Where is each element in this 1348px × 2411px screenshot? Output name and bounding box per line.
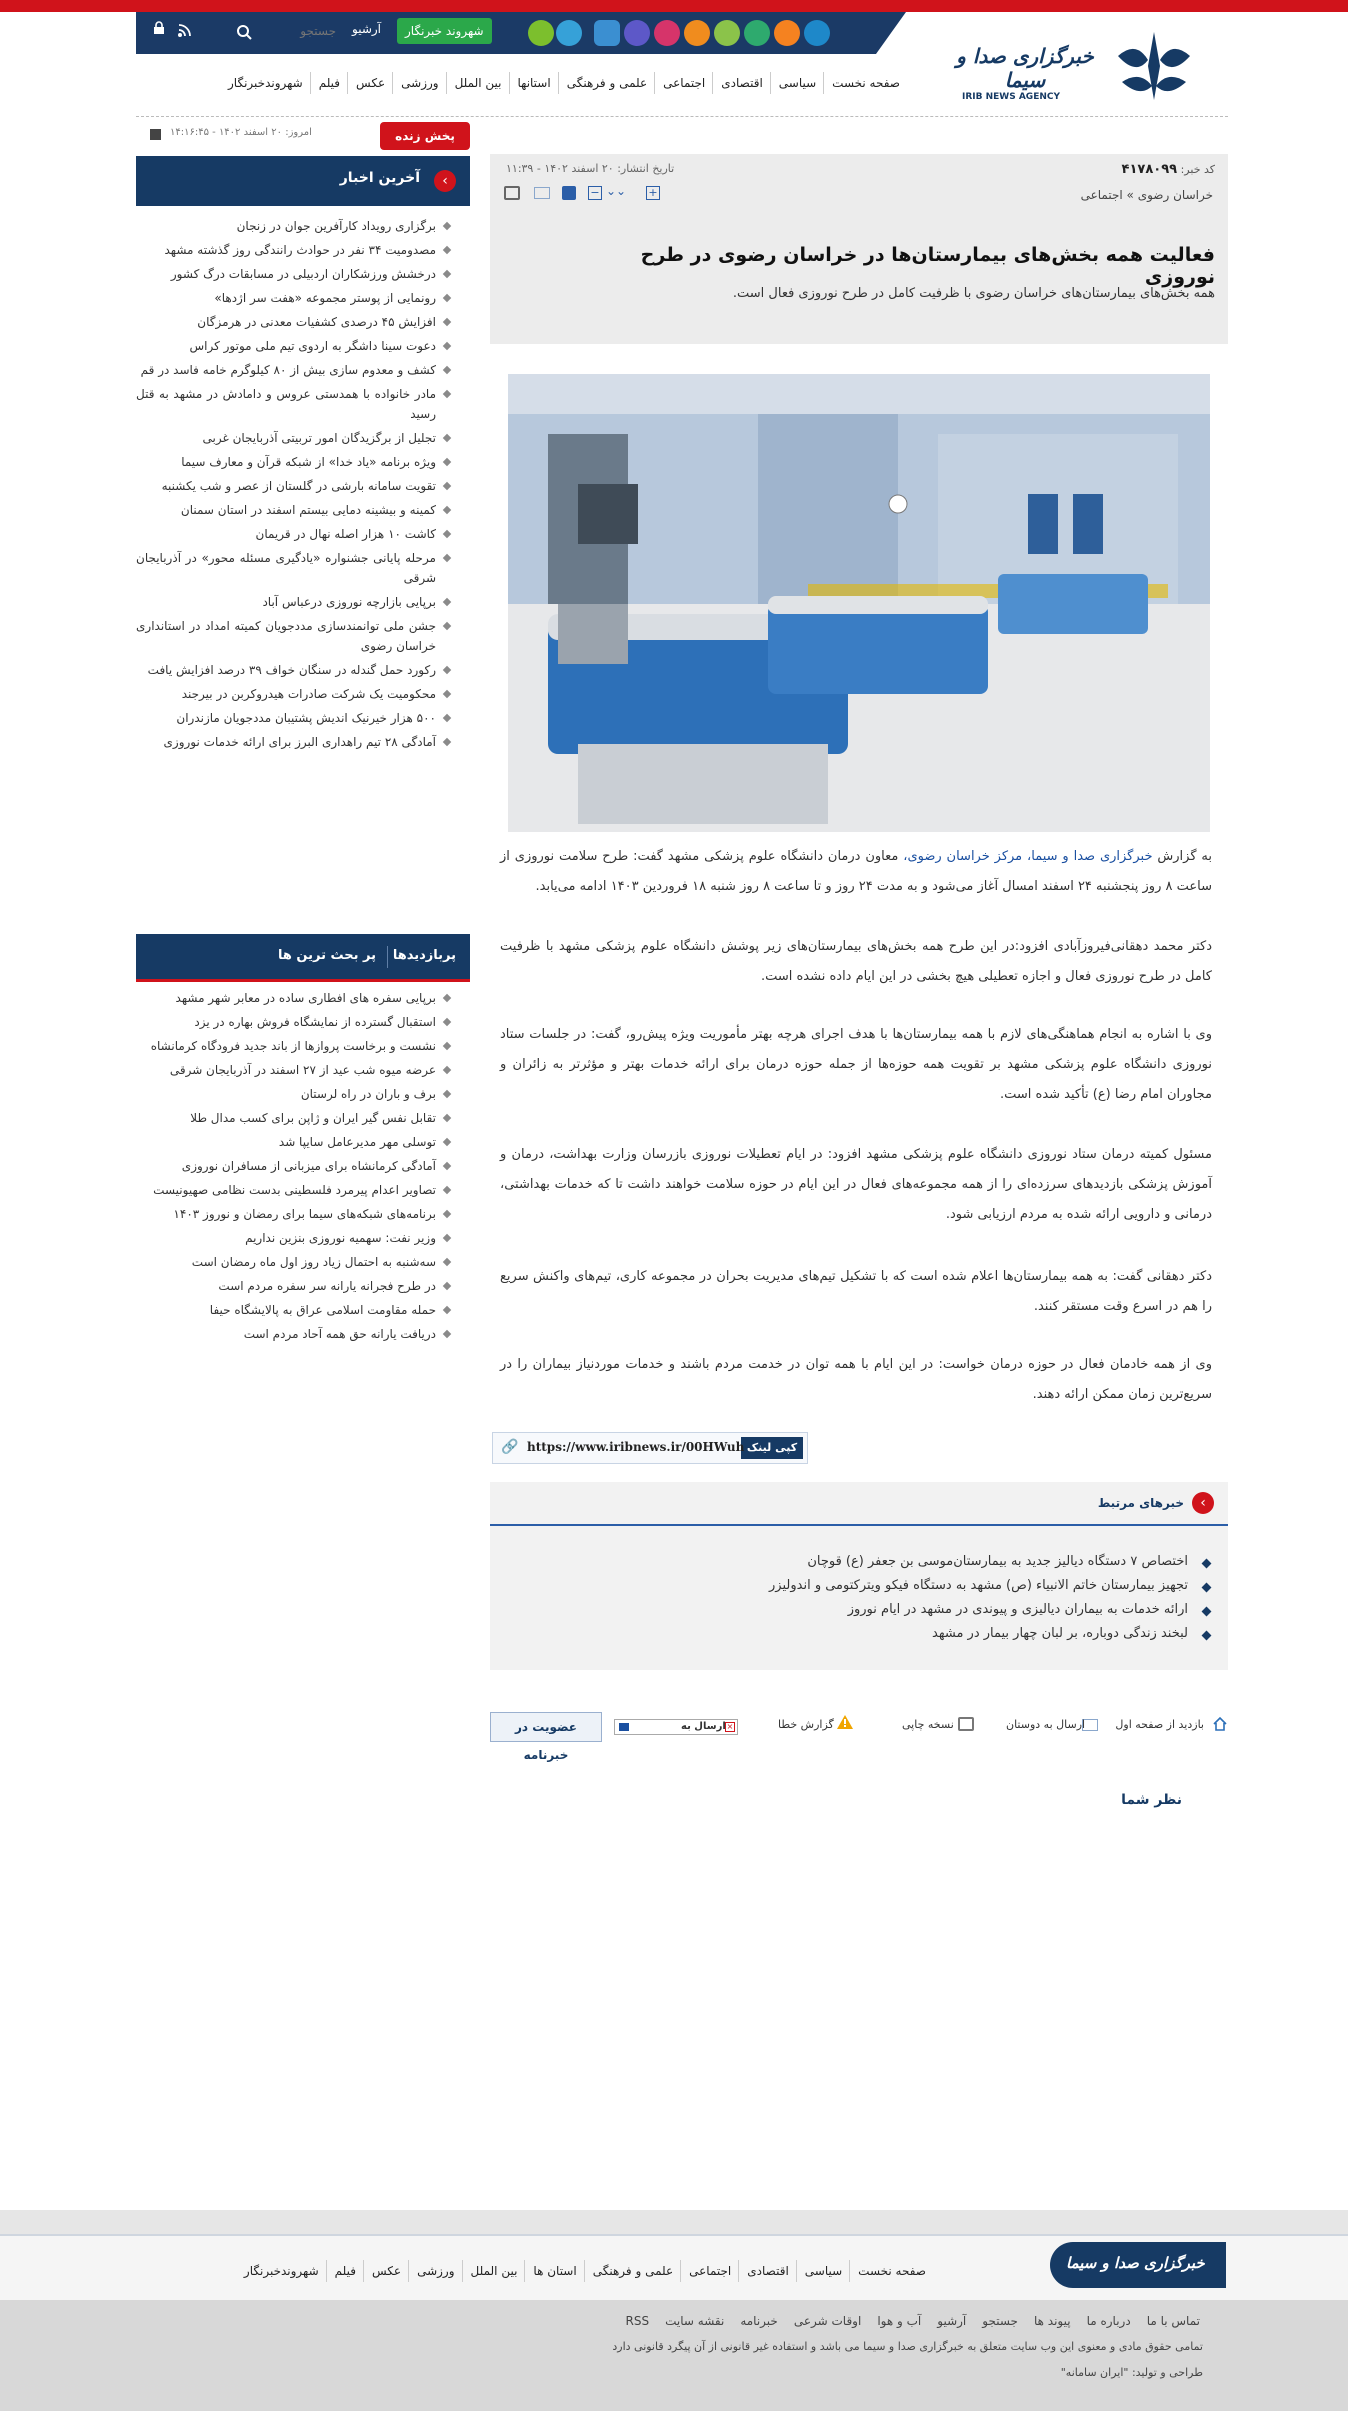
paragraph-5: دکتر دهقانی گفت: به همه بیمارستان‌ها اعلام شده است که با تشکیل تیم‌های مدیریت بحران در مجموعه کاری، تیم‌های واکنش سریع را هم در اسرع وقت مستقر کنند. (500, 1269, 1212, 1314)
list-item[interactable]: برف و باران در راه لرستان (136, 1084, 436, 1104)
nav-separator (823, 72, 824, 94)
app-icon-8[interactable] (804, 20, 830, 46)
tab-divider (387, 946, 388, 968)
related-item[interactable]: تجهیز بیمارستان خاتم الانبیاء (ص) مشهد به دستگاه فیکو ویترکتومی و اندولیزر (769, 1578, 1188, 1593)
news-code-value: ۴۱۷۸۰۹۹ (1121, 162, 1178, 177)
publish-date (506, 162, 674, 175)
footer-brand-name: خبرگزاری صدا و سیما (1066, 2254, 1205, 2272)
article-lead: همه بخش‌های بیمارستان‌های خراسان رضوی با ظرفیت کامل در طرح نوروزی فعال است. (732, 286, 1215, 301)
list-item[interactable]: جشن ملی توانمندسازی مددجویان کمیته امداد در استانداری خراسان رضوی (136, 616, 436, 656)
intro-prefix: به گزارش (1157, 849, 1213, 864)
share-services-icon (619, 1723, 629, 1731)
footer-separator (0, 2210, 1348, 2234)
live-button[interactable] (380, 122, 470, 150)
footer-link[interactable]: آب و هوا (877, 2314, 922, 2328)
footer-link[interactable]: تماس با ما (1146, 2314, 1200, 2328)
today-date: امروز: ۲۰ اسفند ۱۴۰۲ - ۱۴:۱۶:۴۵ (170, 127, 312, 138)
related-arrow-icon[interactable]: ‹ (1192, 1492, 1214, 1514)
paragraph-1-text: معاون درمان دانشگاه علوم پزشکی مشهد گفت: طرح سلامت نوروزی از ساعت ۸ روز پنجشنبه ۲۴ اسفند امسال آغاز می‌شود و به مدت ۲۴ روز و تا ساعت ۸ روز شنبه ۱۸ فروردین ۱۴۰۳ ادامه می‌یابد. (500, 849, 1212, 894)
nav-separator (712, 72, 713, 94)
related-title: خبرهای مرتبط (1097, 1496, 1184, 1510)
news-code-label: کد خبر: (1180, 163, 1215, 176)
nav-item[interactable]: سیاسی (778, 76, 817, 90)
share-close-icon[interactable]: × (726, 1722, 734, 1731)
tab-popular[interactable]: پربازدیدها (392, 948, 456, 963)
irib-emblem-logo[interactable] (1108, 26, 1200, 106)
font-size-chevrons-icon[interactable]: ⌄⌄ (606, 184, 627, 198)
app-icon-2[interactable] (624, 20, 650, 46)
footer-nav-separator (524, 2260, 525, 2282)
footer-link[interactable]: درباره ما (1086, 2314, 1131, 2328)
copy-link-button[interactable]: کپی لینک (741, 1437, 803, 1459)
footer-nav-item[interactable]: اقتصادی (747, 2264, 789, 2278)
list-item[interactable]: کمینه و بیشینه دمایی بیستم اسفند در استان سمنان (136, 500, 436, 520)
list-item[interactable]: ۵۰۰ هزار خیرنیک اندیش پشتیبان مددجویان مازندران (136, 708, 436, 728)
footer-nav-separator (408, 2260, 409, 2282)
list-item[interactable]: مرحله پایانی جشنواره «یادگیری مسئله محور» در آذربایجان شرقی (136, 548, 436, 588)
android-icon[interactable] (528, 20, 554, 46)
footer-link[interactable]: پیوند ها (1033, 2314, 1071, 2328)
footer-nav-separator (849, 2260, 850, 2282)
link-icon: 🔗 (501, 1439, 519, 1455)
list-item[interactable]: توسلی مهر مدیرعامل سایپا شد (136, 1132, 436, 1152)
source-link[interactable]: خبرگزاری صدا و سیما، مرکز خراسان رضوی، (903, 849, 1153, 864)
font-increase-icon[interactable]: + (646, 186, 660, 200)
nav-separator (770, 72, 771, 94)
report-error-link[interactable]: گزارش خطا (778, 1718, 834, 1731)
footer-nav-item[interactable]: عکس (371, 2264, 402, 2278)
footer-nav-item[interactable]: سیاسی (804, 2264, 843, 2278)
paragraph-1 (500, 842, 1212, 902)
save-icon[interactable] (562, 186, 576, 200)
footer-nav-item[interactable]: صفحه نخست (858, 2264, 926, 2278)
latest-arrow-icon[interactable]: ‹ (434, 170, 456, 192)
footer-design[interactable]: طراحی و تولید: "ایران سامانه" (1060, 2366, 1203, 2379)
tab-most-discussed[interactable]: پر بحث ترین ها (277, 948, 376, 963)
paragraph-2: دکتر محمد دهقانی‌فیروزآبادی افزود:در این طرح همه بخش‌های بیمارستان‌های زیر پوشش دانشگاه علوم پزشکی مشهد با ظرفیت کامل در طرح نوروزی فعال و اجازه تعطیلی هیچ بخشی در این ایام داده نشده است. (500, 939, 1212, 984)
publish-date-label: تاریخ انتشار: (617, 162, 675, 175)
latest-news-header (136, 156, 470, 206)
popular-header (136, 934, 470, 982)
nav-item[interactable]: عکس (356, 76, 386, 90)
footer-nav-item[interactable]: علمی و فرهنگی (592, 2264, 674, 2278)
hospital-ward-photo (508, 374, 1210, 832)
list-item[interactable]: نشست و برخاست پروازها از باند جدید فرودگاه کرمانشاه (136, 1036, 436, 1056)
footer-nav-separator (796, 2260, 797, 2282)
list-item[interactable]: حمله مقاومت اسلامی عراق به پالایشگاه حیفا (136, 1300, 436, 1320)
lock-icon[interactable] (152, 21, 166, 35)
email-icon[interactable] (534, 187, 550, 199)
font-decrease-icon[interactable]: − (588, 186, 602, 200)
nav-item[interactable]: علمی و فرهنگی (566, 76, 648, 90)
brand-agency: IRIB NEWS AGENCY (962, 92, 1060, 102)
nav-separator (347, 72, 348, 94)
paragraph-4: مسئول کمیته درمان ستاد نوروزی دانشگاه علوم پزشکی مشهد افزود: در ایام تعطیلات نوروزی بازرسان وزارت بهداشت، درمان و آموزش پزشکی بازدیدهای سرزده‌ای را از همه مجموعه‌های فعال در این ایام در حوزه سلامت خواهند داشت تا که خدمات بهداشتی، درمانی و دارویی ارائه شده به مردم ارزیابی شود. (500, 1147, 1212, 1222)
header-divider (136, 116, 1228, 117)
home-visit-link[interactable]: بازدید از صفحه اول (1115, 1718, 1204, 1731)
list-item[interactable]: رونمایی از پوستر مجموعه «هفت سر اژدها» (136, 288, 436, 308)
app-icon-5[interactable] (714, 20, 740, 46)
footer-nav-separator (738, 2260, 739, 2282)
list-item[interactable]: برپایی سفره های افطاری ساده در معابر شهر مشهد (136, 988, 436, 1008)
footer-link[interactable]: جستجو (982, 2314, 1018, 2328)
nav-separator (654, 72, 655, 94)
nav-separator (446, 72, 447, 94)
short-link-box (492, 1432, 808, 1464)
app-icon-1[interactable] (594, 20, 620, 46)
top-red-strip (0, 0, 1348, 12)
list-item[interactable]: تجلیل از برگزیدگان امور تربیتی آذربایجان غربی (136, 428, 436, 448)
print-version-icon[interactable] (958, 1717, 974, 1731)
list-item[interactable]: دعوت سینا داشگر به اردوی تیم ملی موتور کراس (136, 336, 436, 356)
comments-title: نظر شما (1121, 1792, 1182, 1808)
search-input[interactable] (258, 20, 338, 42)
footer-nav-item[interactable]: ورزشی (417, 2264, 455, 2278)
list-item[interactable]: آمادگی ۲۸ تیم راهداری البرز برای ارائه خدمات نوروزی (136, 732, 436, 752)
footer-nav-separator (363, 2260, 364, 2282)
rss-icon[interactable] (178, 22, 192, 36)
print-version-link[interactable]: نسخه چاپی (902, 1718, 954, 1731)
share-widget[interactable] (614, 1719, 738, 1735)
list-item[interactable]: آمادگی کرمانشاه برای میزبانی از مسافران نوروزی (136, 1156, 436, 1176)
footer-nav-item[interactable]: اجتماعی (689, 2264, 732, 2278)
article-title: فعالیت همه بخش‌های بیمارستان‌ها در خراسان رضوی در طرح نوروزی (640, 244, 1215, 288)
list-item[interactable]: برگزاری رویداد کارآفرین جوان در زنجان (136, 216, 436, 236)
footer-nav-separator (680, 2260, 681, 2282)
related-item[interactable]: اختصاص ۷ دستگاه دیالیز جدید به بیمارستان‌موسی بن جعفر (ع) قوچان (807, 1554, 1188, 1569)
list-item[interactable]: برنامه‌های شبکه‌های سیما برای رمضان و نوروز ۱۴۰۳ (136, 1204, 436, 1224)
list-item[interactable]: افزایش ۴۵ درصدی کشفیات معدنی در هرمزگان (136, 312, 436, 332)
archive-link[interactable]: آرشیو (352, 22, 382, 36)
breadcrumb[interactable]: خراسان رضوی » اجتماعی (1080, 188, 1213, 202)
app-icon-4[interactable] (684, 20, 710, 46)
home-icon[interactable] (1212, 1716, 1228, 1732)
latest-news-title: آخرین اخبار (339, 170, 420, 186)
list-item[interactable]: تقابل نفس گیر ایران و ژاپن برای کسب مدال طلا (136, 1108, 436, 1128)
app-icon-6[interactable] (744, 20, 770, 46)
news-code (1122, 162, 1215, 177)
apple-icon[interactable] (556, 20, 582, 46)
publish-date-value: ۲۰ اسفند ۱۴۰۲ - ۱۱:۳۹ (506, 162, 614, 175)
footer-nav-separator (462, 2260, 463, 2282)
list-item[interactable]: سه‌شنبه به احتمال زیاد روز اول ماه رمضان است (136, 1252, 436, 1272)
brand-name[interactable]: خبرگزاری صدا و سیما (956, 44, 1094, 92)
footer-link[interactable]: نقشه سایت (665, 2314, 725, 2328)
list-item[interactable]: کاشت ۱۰ هزار اصله نهال در قریمان (136, 524, 436, 544)
related-item[interactable]: لبخند زندگی دوباره، بر لبان چهار بیمار در مشهد (932, 1626, 1188, 1641)
nav-item[interactable]: فیلم (318, 76, 341, 90)
footer-link[interactable]: اوقات شرعی (793, 2314, 862, 2328)
subscribe-newsletter-button[interactable]: عضویت در خبرنامه (490, 1712, 602, 1742)
nav-item[interactable]: اقتصادی (721, 76, 763, 90)
footer-nav-separator (584, 2260, 585, 2282)
nav-separator (310, 72, 311, 94)
nav-item[interactable]: اجتماعی (663, 76, 706, 90)
list-item[interactable]: ویژه برنامه «یاد خدا» از شبکه قرآن و معارف سیما (136, 452, 436, 472)
footer-nav-item[interactable]: استان ها (533, 2264, 577, 2278)
footer-link[interactable]: خبرنامه (740, 2314, 778, 2328)
search-icon[interactable] (236, 24, 252, 40)
nav-separator (558, 72, 559, 94)
footer-logo[interactable] (1050, 2242, 1226, 2288)
nav-item[interactable]: شهروندخبرنگار (228, 76, 303, 90)
app-icon-3[interactable] (654, 20, 680, 46)
footer-link[interactable]: RSS (625, 2314, 650, 2328)
related-news-box (490, 1482, 1228, 1670)
warning-icon[interactable] (836, 1714, 854, 1734)
share-label: ارسال به (681, 1721, 726, 1732)
list-item[interactable]: برپایی بازارچه نوروزی درعباس آباد (136, 592, 436, 612)
footer-nav-item[interactable]: فیلم (334, 2264, 356, 2278)
nav-item[interactable]: استانها (517, 76, 551, 90)
footer-nav-item[interactable]: بین الملل (470, 2264, 518, 2278)
citizen-reporter-button[interactable]: شهروند خبرنگار (397, 18, 492, 44)
footer-link[interactable]: آرشیو (937, 2314, 967, 2328)
print-icon[interactable] (504, 186, 520, 200)
send-to-friends-link[interactable]: ارسال به دوستان (1006, 1718, 1086, 1731)
list-item[interactable]: مصدومیت ۳۴ نفر در حوادث رانندگی روز گذشته مشهد (136, 240, 436, 260)
paragraph-3: وی با اشاره به انجام هماهنگی‌های لازم با همه بیمارستان‌ها با هدف اجرای هرچه بهتر مأموریت ویژه پیش‌رو، گفت: در جلسات ستاد نوروزی دانشگاه علوم پزشکی مشهد بر تقویت همه حوزه‌ها از جمله حوزه درمان برای ارائه خدمات بهتر و مؤثرتر به زائران و مجاوران امام رضا (ع) تأکید شده است. (500, 1027, 1212, 1102)
footer-nav-item[interactable]: شهروندخبرنگار (243, 2264, 319, 2278)
list-item[interactable]: استقبال گسترده از نمایشگاه فروش بهاره در یزد (136, 1012, 436, 1032)
list-item[interactable]: تصاویر اعدام پیرمرد فلسطینی بدست نظامی صهیونیست (136, 1180, 436, 1200)
nav-separator (392, 72, 393, 94)
live-label: پخش زنده (395, 129, 455, 143)
list-item[interactable]: در طرح فجرانه یارانه سر سفره مردم است (136, 1276, 436, 1296)
list-item[interactable]: محکومیت یک شرکت صادرات هیدروکربن در بیرجند (136, 684, 436, 704)
short-url[interactable]: https://www.iribnews.ir/00HWuh (527, 1440, 745, 1454)
list-item[interactable]: درخشش ورزشکاران اردبیلی در مسابقات درگ کشور (136, 264, 436, 284)
calendar-icon (150, 129, 161, 140)
list-item[interactable]: مادر خانواده با همدستی عروس و دامادش در مشهد به قتل رسید (136, 384, 436, 424)
nav-item[interactable]: بین الملل (454, 76, 502, 90)
list-item[interactable]: رکورد حمل گندله در سنگان خواف ۳۹ درصد افزایش یافت (136, 660, 436, 680)
app-icon-7[interactable] (774, 20, 800, 46)
nav-item[interactable]: صفحه نخست (832, 76, 900, 90)
nav-item[interactable]: ورزشی (401, 76, 439, 90)
list-item[interactable]: تقویت سامانه بارشی در گلستان از عصر و شب یکشنبه (136, 476, 436, 496)
list-item[interactable]: کشف و معدوم سازی بیش از ۸۰ کیلوگرم خامه فاسد در قم (136, 360, 436, 380)
list-item[interactable]: عرضه میوه شب عید از ۲۷ اسفند در آذربایجان شرقی (136, 1060, 436, 1080)
list-item[interactable]: دریافت یارانه حق همه آحاد مردم است (136, 1324, 436, 1344)
footer-nav-separator (326, 2260, 327, 2282)
nav-separator (509, 72, 510, 94)
footer-rights: تمامی حقوق مادی و معنوی این وب سایت متعلق به خبرگزاری صدا و سیما می باشد و استفاده غیر قانونی از آن پیگرد قانونی دارد (612, 2340, 1203, 2353)
list-item[interactable]: وزیر نفت: سهمیه نوروزی بنزین نداریم (136, 1228, 436, 1248)
related-item[interactable]: ارائه خدمات به بیماران دیالیزی و پیوندی در مشهد در ایام نوروز (847, 1602, 1188, 1617)
paragraph-6: وی از همه خادمان فعال در حوزه درمان خواست: در این ایام با همه توان در خدمت مردم باشند و خدمات موردنیاز بیماران را در سریع‌ترین زمان ممکن ارائه دهند. (500, 1357, 1212, 1402)
